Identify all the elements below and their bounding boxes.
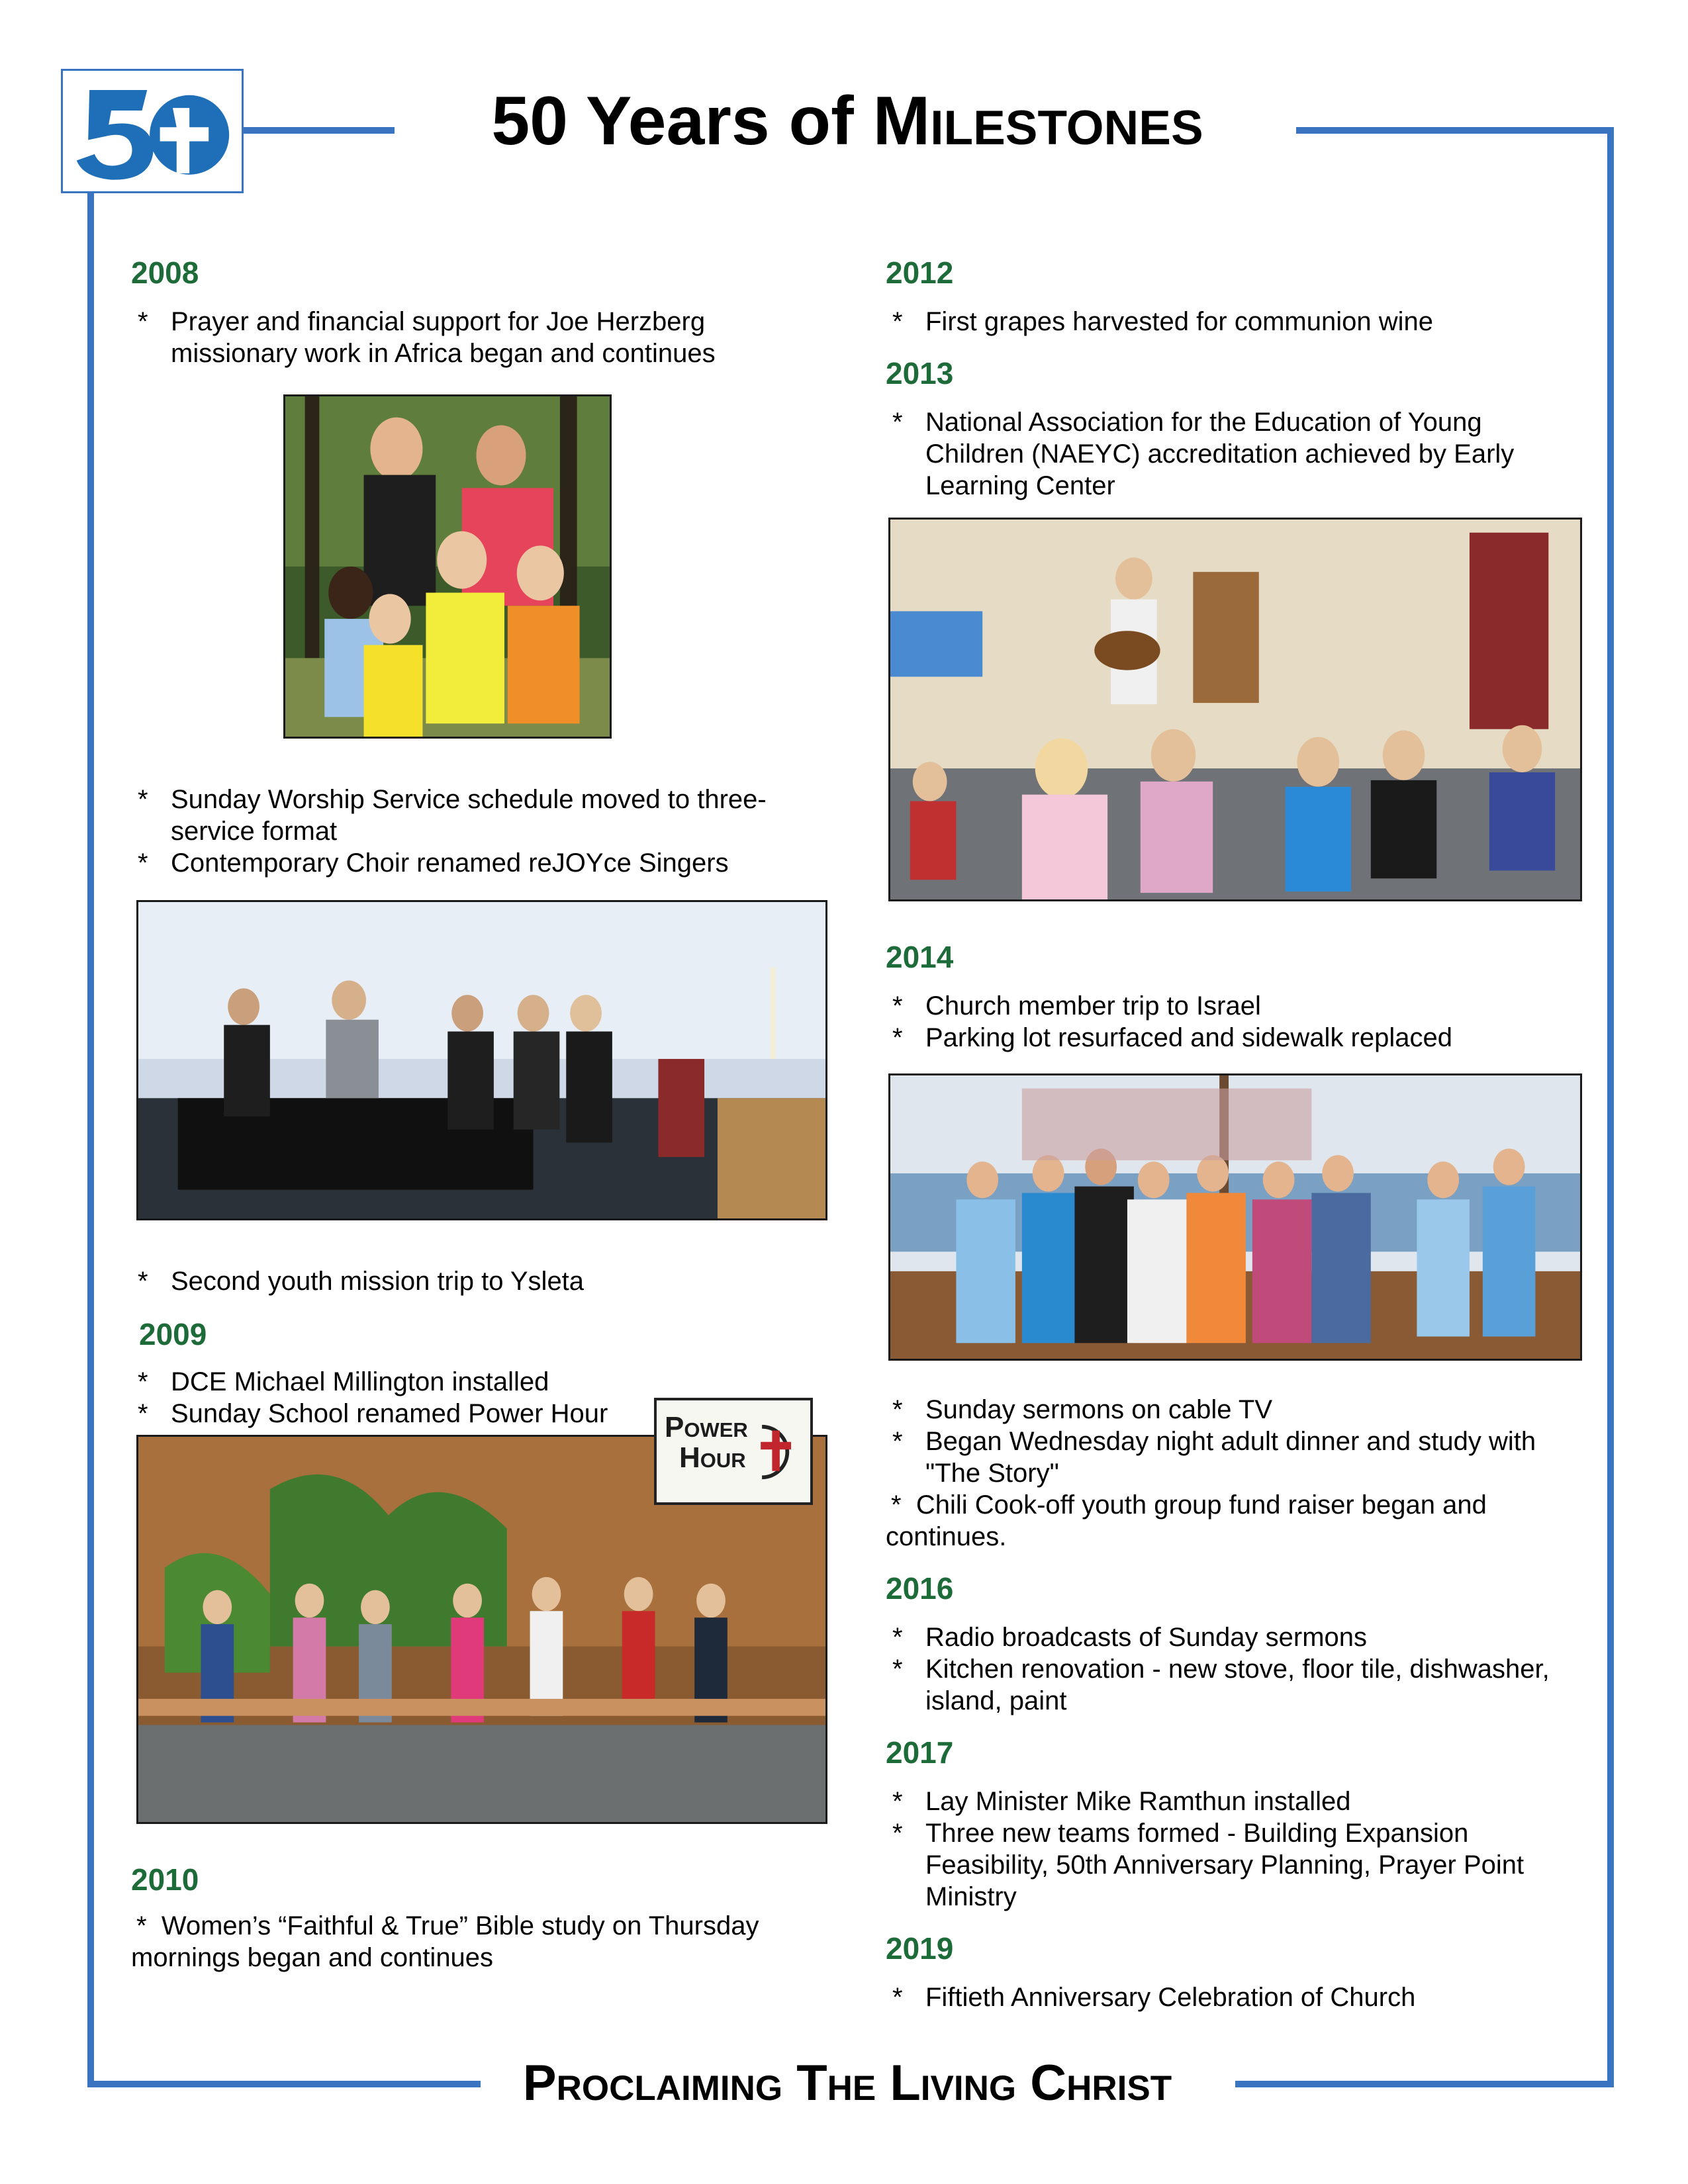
year-2014: 2014 [886,940,954,974]
list-item: * Sunday Worship Service schedule moved to three-service format [138,785,767,846]
year-2019: 2019 [886,1931,954,1966]
year-2017: 2017 [886,1735,954,1770]
sign-power-text: Power [665,1411,748,1443]
list-item: * Kitchen renovation - new stove, floor tile, dishwasher, island, paint [892,1655,1550,1715]
classroom-photo [888,518,1582,901]
frame-top-right [1296,127,1614,134]
list-item: * Radio broadcasts of Sunday sermons [892,1623,1368,1652]
choir-photo [136,900,827,1220]
list-item: * Prayer and financial support for Joe Herzberg missionary work in Africa began and continues [138,307,716,368]
year-2008: 2008 [131,255,199,290]
anniversary-logo [61,69,244,193]
year-2016: 2016 [886,1571,954,1606]
family-photo [283,394,612,739]
frame-bottom-left [87,2081,481,2087]
year-2010-text: * Women’s “Faithful & True” Bible study on Thursday mornings began and continues [131,1911,759,1972]
list-item: * DCE Michael Millington installed [138,1367,549,1396]
list-item: * Sunday School renamed Power Hour [138,1399,608,1428]
year-2010: 2010 [131,1862,199,1897]
list-item: * Church member trip to Israel [892,991,1261,1021]
list-item: * First grapes harvested for communion wine [892,307,1433,336]
logo-icon [63,71,242,191]
chili-cook-off-text: * Chili Cook-off youth group fund raiser began and continues. [886,1490,1487,1551]
page-title: 50 Years of Milestones [491,83,1203,159]
frame-left [87,193,94,2087]
year-2012: 2012 [886,255,954,290]
israel-photo [888,1073,1582,1361]
list-item: * Fiftieth Anniversary Celebration of Church [892,1983,1416,2012]
footer-tagline: Proclaiming The Living Christ [522,2055,1172,2111]
list-item: * Lay Minister Mike Ramthun installed [892,1787,1351,1816]
list-item: * Began Wednesday night adult dinner and study with "The Story" [892,1427,1536,1488]
list-item: * National Association for the Education of Young Children (NAEYC) accreditation achieved by Early Learning Center [892,408,1515,500]
year-2009: 2009 [139,1317,207,1351]
list-item: * Parking lot resurfaced and sidewalk replaced [892,1023,1452,1052]
power-hour-sign [654,1398,813,1505]
list-item: * Sunday sermons on cable TV [892,1395,1273,1424]
frame-bottom-right [1235,2081,1614,2087]
list-item: * Contemporary Choir renamed reJOYce Singers [138,848,729,878]
sign-hour-text: Hour [679,1441,746,1474]
list-item: * Second youth mission trip to Ysleta [138,1267,585,1296]
frame-right [1607,127,1614,2087]
clock-cross-icon [749,1411,806,1493]
list-item: * Three new teams formed - Building Expansion Feasibility, 50th Anniversary Planning, Prayer Point Ministry [892,1819,1524,1911]
frame-top-left [244,127,395,134]
year-2013: 2013 [886,356,954,390]
